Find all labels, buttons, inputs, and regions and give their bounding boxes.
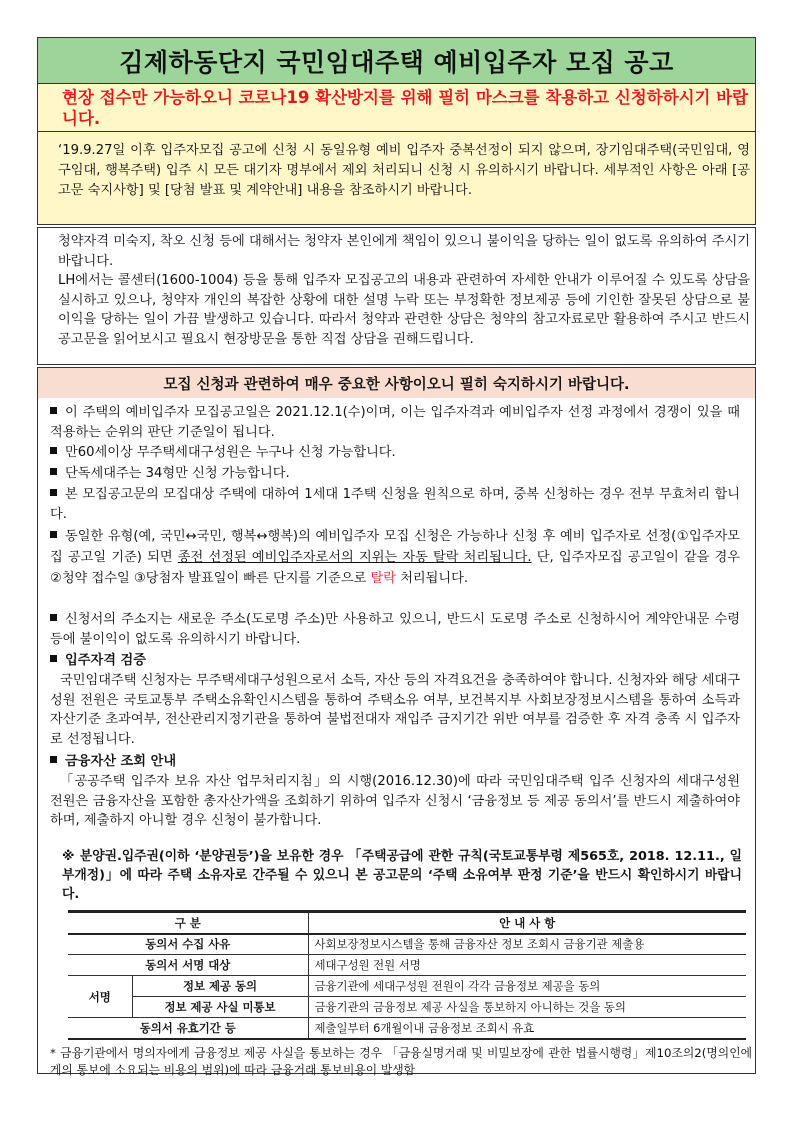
table-row: 동의서 유효기간 등 제출일부터 6개월이내 금융정보 조회시 유효: [68, 1018, 746, 1039]
consultation-advice-box: [37, 227, 756, 365]
bullet-same-type-application: 동일한 유형(예, 국민↔국민, 행복↔행복)의 예비입주자 모집 신청은 가능하나 신청 후 예비 입주자로 선정(①입주자모집 공고일 기준) 되면 종전 선정된 예비입주자로서의 지위는 자동 탈락 처리됩니다. 단, 입주자모집 공고일이 같을 경우 ②청약 접수일 ③당첨자 발표일이 빠른 단지를 기준으로 탈락 처리됩니다.: [50, 529, 741, 586]
section-header-text: 모집 신청과 관련하여 매우 중요한 사항이오니 필히 숙지하시기 바랍니다.: [163, 376, 630, 393]
duplicate-notice-box: [37, 132, 756, 225]
bullet-announcement-date: 이 주택의 예비입주자 모집공고일은 2021.12.1(수)이며, 이는 입주자격과 예비입주자 선정 과정에서 경쟁이 있을 때 적용하는 순위의 판단 기준일이 됩니다.: [50, 405, 740, 440]
eligibility-check-heading: 입주자격 검증: [50, 651, 740, 671]
consent-info-table: [68, 910, 746, 1040]
important-notes-section: [37, 367, 756, 1074]
table-row: 동의서 수집 사유 사회보장정보시스템을 통해 금융자산 정보 조회시 금융기관 제출용: [68, 934, 746, 955]
table-row: 서명 정보 제공 동의 금융기관에 세대구성원 전원이 각각 금융정보 제공을 동의: [68, 976, 746, 997]
table-row: 정보 제공 사실 미통보 금융기관의 금융정보 제공 사실을 통보하지 아니하는 것을 동의: [68, 997, 746, 1018]
signature-group-cell: 서명: [68, 976, 132, 1018]
eligibility-check-body: 국민임대주택 신청자는 무주택세대구성원으로서 소득, 자산 등의 자격요건을 충족하여야 합니다. 신청자와 해당 세대구성원 전원은 국토교통부 주택소유확인시스템을 통하여 주택소유 여부, 보건복지부 사회보장정보시스템을 통하여 소득과 자산기준 초과여부, 전산관리지정기관을 통하여 불법전대자 재입주 금지기간 위반 여부를 검증한 후 자격 충족 시 입주자로 선정됩니다.: [50, 673, 740, 747]
table-header-info: 안 내 사 항: [308, 912, 746, 934]
table-header-category: 구 분: [68, 912, 308, 934]
presale-right-note: ※ 분양권.입주권(이하 ‘분양권등’)을 보유한 경우 「주택공급에 관한 규칙(국토교통부령 제565호, 2018. 12.11., 일부개정)」에 따라 주택 소유자로 간주될 수 있으니 본 공고문의 ‘주택 소유여부 판정 기준’을 반드시 확인하시기 바랍니다.: [62, 849, 742, 902]
duplicate-notice-text: ‘19.9.27일 이후 입주자모집 공고에 신청 시 동일유형 예비 입주자 중복선정이 되지 않으며, 장기임대주택(국민임대, 영구임대, 행복주택) 입주 시 모든 대기자 명부에서 제외 처리되니 신청 시 유의하시기 바랍니다. 세부적인 사항은 아래 [공고문 숙지사항] 및 [당첨 발표 및 계약안내] 내용을 참조하시기 바랍니다.: [58, 143, 750, 198]
bullet-age-eligibility: 만60세이상 무주택세대구성원은 누구나 신청 가능합니다.: [50, 443, 740, 463]
section-header: [38, 368, 755, 398]
square-bullet-icon: [50, 531, 57, 538]
square-bullet-icon: [50, 614, 57, 621]
auto-drop-warning: 종전 선정된 예비입주자로서의 지위는 자동 탈락 처리됩니다.: [177, 550, 532, 565]
bullet-single-household: 단독세대주는 34형만 신청 가능합니다.: [50, 464, 740, 484]
advice-paragraph-1: 청약자격 미숙지, 착오 신청 등에 대해서는 청약자 본인에게 책임이 있으니 불이익을 당하는 일이 없도록 유의하여 주시기 바랍니다.: [58, 234, 750, 269]
square-bullet-icon: [50, 447, 57, 454]
mask-warning-text: 현장 접수만 가능하오니 코로나19 확산방지를 위해 필히 마스크를 착용하고 신청하하시기 바랍니다.: [62, 88, 749, 128]
bullet-road-address: 신청서의 주소지는 새로운 주소(도로명 주소)만 사용하고 있으니, 반드시 도로명 주소로 신청하시어 계약안내문 수령 등에 불이익이 없도록 유의하시기 바랍니다.: [50, 612, 740, 647]
advice-paragraph-2: LH에서는 콜센터(1600-1004) 등을 통해 입주자 모집공고의 내용과 관련하여 자세한 안내가 이루어질 수 있도록 상담을 실시하고 있으나, 청약자 개인의 복잡한 상황에 대한 설명 누락 또는 부정확한 정보제공 등에 기인한 잘못된 상담으로 불이익을 당하는 일이 가끔 발생하고 있습니다. 따라서 청약과 관련한 상담은 청약의 참고자료로만 활용하여 주시고 반드시 공고문을 읽어보시고 필요시 현장방문을 통한 직접 상담을 권해드립니다.: [58, 273, 750, 347]
drop-keyword: 탈락: [370, 571, 396, 586]
page-title: 김제하동단지 국민임대주택 예비입주자 모집 공고: [119, 47, 674, 77]
financial-asset-heading: 금융자산 조회 안내: [50, 752, 740, 772]
bullet-one-unit-rule: 본 모집공고문의 모집대상 주택에 대하여 1세대 1주택 신청을 원칙으로 하며, 중복 신청하는 경우 전부 무효처리 합니다.: [50, 487, 740, 522]
square-bullet-icon: [50, 756, 57, 763]
square-bullet-icon: [50, 407, 57, 414]
mask-warning-box: [37, 84, 756, 132]
square-bullet-icon: [50, 489, 57, 496]
footnote: * 금융기관에서 명의자에게 금융정보 제공 사실을 통보하는 경우 「금융실명거래 및 비밀보장에 관한 법률시행령」제10조의2(명의인에게의 통보에 소요되는 비용의 범위)에 따라 금융거래 통보비용이 발생함: [50, 1046, 752, 1077]
table-header-row: [68, 912, 746, 934]
square-bullet-icon: [50, 655, 57, 662]
financial-asset-body: 「공공주택 입주자 보유 자산 업무처리지침」의 시행(2016.12.30)에 따라 국민임대주택 입주 신청자의 세대구성원 전원은 금융자산을 포함한 총자산가액을 조회하기 위하여 입주자 신청시 ‘금융정보 등 제공 동의서’를 반드시 제출하여야 하며, 제출하지 아니할 경우 신청이 불가합니다.: [50, 774, 740, 828]
square-bullet-icon: [50, 468, 57, 475]
title-banner: [37, 37, 756, 84]
table-row: 동의서 서명 대상 세대구성원 전원 서명: [68, 955, 746, 976]
